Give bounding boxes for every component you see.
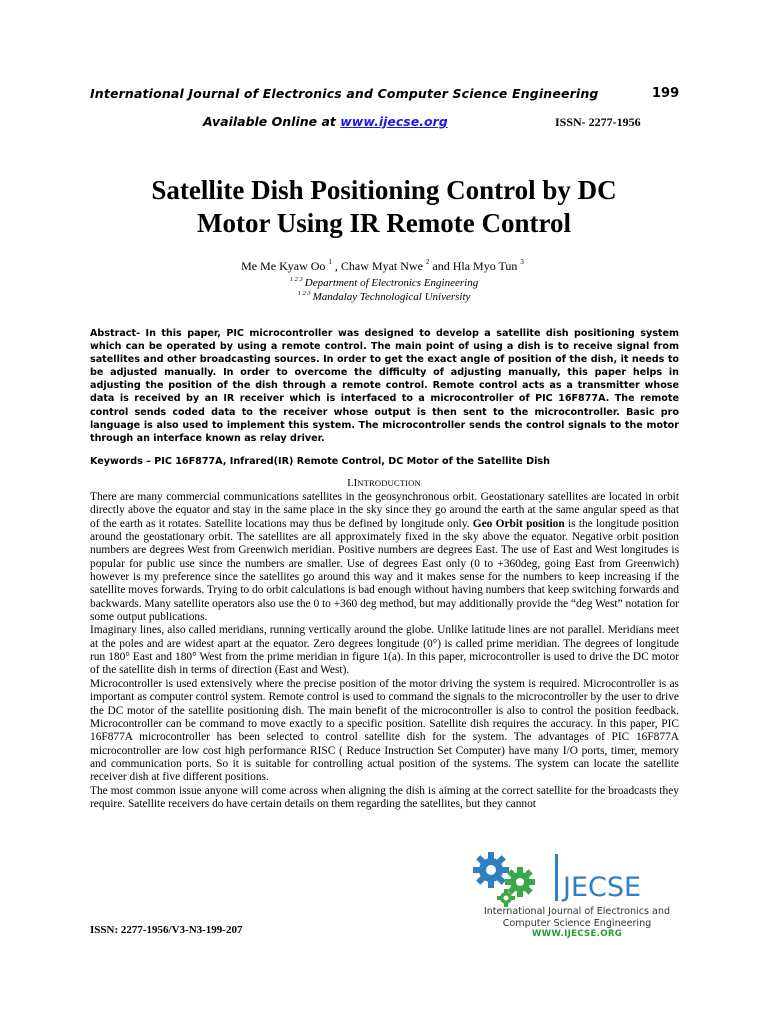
logo-subtitle-line-2: Computer Science Engineering [502,917,652,929]
section-title-rest: NTRODUCTION [357,478,421,488]
paper-title-line-2: Motor Using IR Remote Control [197,208,571,238]
introduction-body [90,491,679,811]
affiliation-1-marks: 1 2 3 [289,276,303,283]
author-2: Chaw Myat Nwe [340,259,423,273]
author-2-affiliation-mark: 2 [425,258,430,266]
section-title-initial: I [353,477,358,489]
paragraph-1 [90,491,679,624]
issn-header: ISSN- 2277-1956 [555,115,641,129]
section-number: I. [347,477,354,489]
journal-website-link[interactable]: www.ijecse.org [340,114,448,129]
paper-title-line-1: Satellite Dish Positioning Control by DC [151,175,617,205]
paragraph-4: The most common issue anyone will come across when aligning the dish is aiming at the correct satellite for the broadcasts they require. Satellite receivers do have certain details on them regarding the satellites, but they cannot [90,784,679,810]
paper-title [0,174,768,240]
paragraph-3: Microcontroller is used extensively where the precise position of the motor driving the system is required. Microcontroller is as important as computer control system. Remote control is used to command the signals to the microcontroller by the user to drive the DC motor of the satellite positioning dish. The main benefit of the microcontroller is also to control the position feedback. Microcontroller can be command to move exactly to a specific position. Satellite dish requires the accuracy. In this paper, PIC 16F877A microcontroller has been selected to control satellite dish for the system. The advantages of PIC 16F877A microcontroller are low cost high performance RISC ( Reduce Instruction Set Computer) have many I/O ports, timer, memory and communication ports. So it is suitable for controlling actual position of the systems. The system can locate the satellite receiver dish at five different positions. [90,677,679,784]
affiliation-2-text: Mandalay Technological University [312,291,471,303]
author-3: Hla Myo Tun [452,259,518,273]
logo-vertical-bar [555,854,558,901]
available-online-line [203,114,448,129]
available-online-label: Available Online at [203,114,336,129]
logo-subtitle [472,906,682,929]
journal-title: International Journal of Electronics and Computer Science Engineering [90,86,599,101]
section-heading-introduction [0,477,768,489]
geo-orbit-position-term: Geo Orbit position [472,517,565,530]
logo-url: WWW.IJECSE.ORG [531,929,623,939]
affiliation-1-text: Department of Electronics Engineering [304,277,479,289]
logo-subtitle-line-1: International Journal of Electronics and [483,906,671,917]
affiliation-2-marks: 1 2 3 [297,290,311,297]
affiliation-university [0,290,768,303]
abstract: Abstract- In this paper, PIC microcontroller was designed to develop a satellite dish positioning system which can be operated by using a remote control. The main point of using a dish is to receive signal from satellites and other broadcasting sources. In order to get the exact angle of position of the dish, it needs to be adjusted manually. In order to overcome the difficulty of adjusting manually, this paper helps in adjusting the position of the dish through a remote control. Remote control acts as a transmitter whose data is received by an IR receiver which is interfaced to a microcontroller of PIC 16F877A. The remote control sends coded data to the receiver whose output is then sent to the microcontroller. Basic pro language is also used to implement this system. The microcontroller sends the control signals to the motor through an interface known as relay driver. [90,328,679,444]
author-1: Me Me Kyaw Oo [241,259,326,273]
paragraph-1-text-b: is the longitude position around the geostationary orbit. The satellites are all approximately fixed in the sky above the equator. Negative orbit position numbers are degrees West from Greenwich meridian. Positive numbers are degrees East. The use of East and West longitudes is popular for public use since the numbers are smaller. Use of degrees East only (0 to +360deg, going East from Greenwich) however is my preference since the satellites go around this way and it makes sense for the numbers to keep increasing if the satellite moves forwards. Trying to do orbit calculations is bad enough without having numbers that keep switching forwards and backwards. Many satellite operators also use the 0 to +360 deg method, but may additionally provide the “deg West” notation for some output publications. [90,517,679,624]
authors-line [0,258,768,274]
affiliation-department [0,276,768,289]
author-1-affiliation-mark: 1 [328,258,332,266]
green-gear-icon [505,867,535,897]
author-3-affiliation-mark: 3 [520,258,524,266]
keywords: Keywords – PIC 16F877A, Infrared(IR) Remote Control, DC Motor of the Satellite Dish [90,456,550,467]
paragraph-2: Imaginary lines, also called meridians, running vertically around the globe. Unlike latitude lines are not parallel. Meridians meet at the poles and are widest apart at the equator. Zero degrees longitude (0°) is called prime meridian. The degrees of longitude run 180° East and 180° West from the prime meridian in figure 1(a). In this paper, microcontroller is used to drive the DC motor of the satellite dish in terms of direction (East and West). [90,624,679,677]
author-separator: , [334,259,338,273]
blue-gear-icon [473,852,509,888]
issn-footer: ISSN: 2277-1956/V3-N3-199-207 [90,924,243,936]
author-conjunction: and [432,259,450,273]
page-number: 199 [652,86,680,101]
paragraph-1-text-a: There are many commercial communications satellites in the geosynchronous orbit. Geostationary satellites are located in orbit directly above the equator and stay in the same place in the sky since they go around the earth at the same angular speed as that of the earth as it rotates. Satellite locations may thus be defined by longitude only. [90,491,679,530]
logo-wordmark: JECSE [563,872,642,903]
